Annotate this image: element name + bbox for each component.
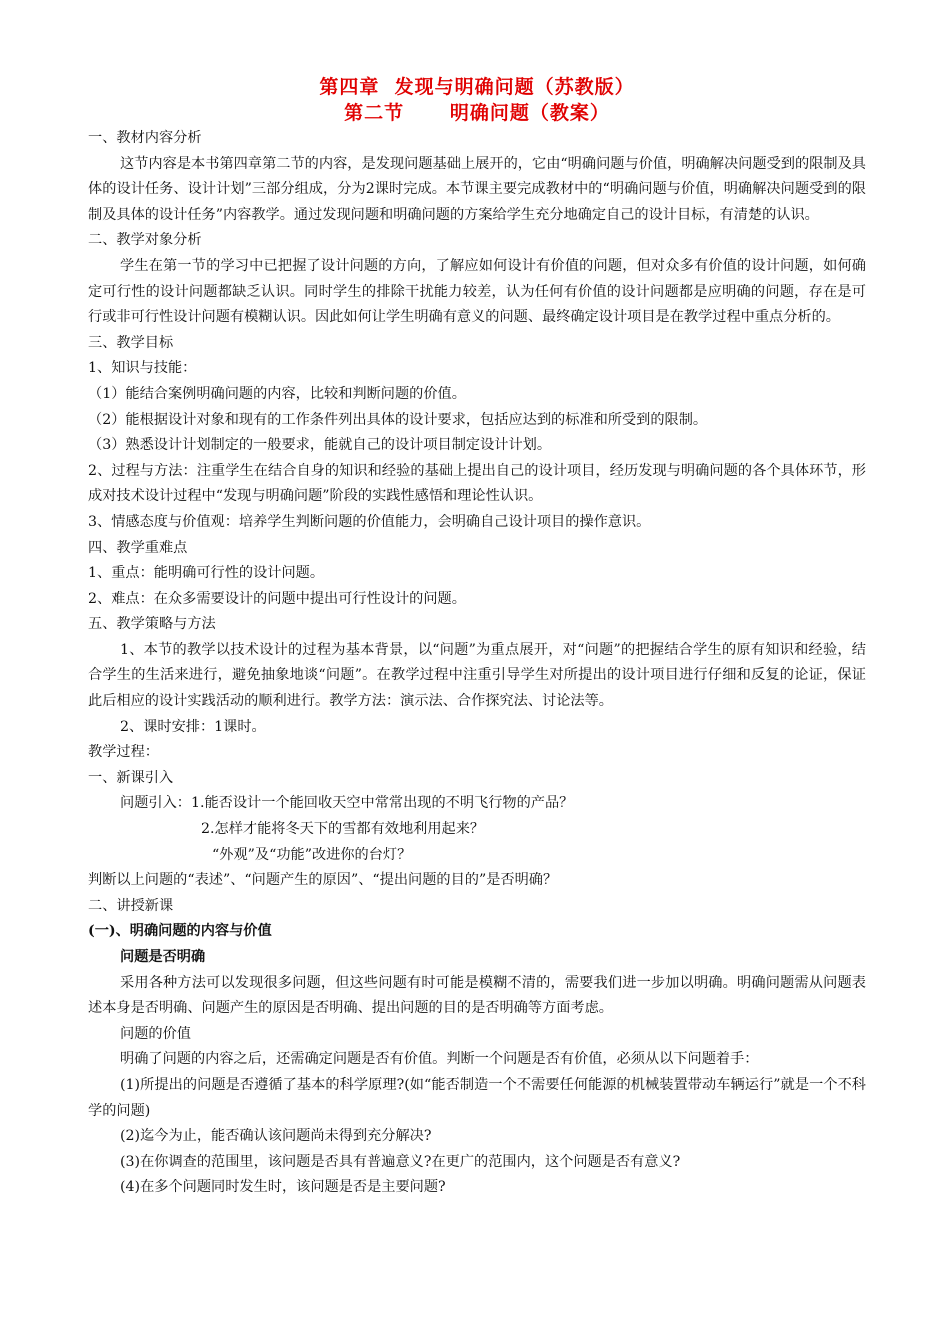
- paragraph-textbook-analysis: 这节内容是本书第四章第二节的内容，是发现问题基础上展开的，它由“明确问题与价值，明确解决问题受到的限制及具体的设计任务、设计计划”三部分组成，分为2课时完成。本节课主要完成教材中的“明确问题与价值，明确解决问题受到的限制及具体的设计任务”内容教学。通过发现问题和明确问题的方案给学生充分地确定自己的设计目标，有清楚的认识。: [88, 155, 866, 223]
- heading-teaching-process: 教学过程：: [88, 744, 159, 761]
- paragraph-schedule: 2、课时安排：1课时。: [120, 718, 266, 735]
- section-title: 第二节 明确问题（教案）: [344, 102, 610, 124]
- value-criterion: (1)所提出的问题是否遵循了基本的科学原理?(如“能否制造一个不需要任何能源的机械装置带动车辆运行”就是一个不科学的问题): [88, 1076, 866, 1119]
- subheading-problem-content-value: (一)、明确问题的内容与价值: [88, 923, 272, 940]
- subheading-problem-clear: 问题是否明确: [120, 949, 206, 965]
- heading-new-lesson: 二、讲授新课: [88, 897, 174, 914]
- document-page: [88, 74, 866, 1201]
- goal-item: （3）熟悉设计计划制定的一般要求，能就自己的设计项目制定设计计划。: [88, 437, 552, 454]
- value-criterion: (2)迄今为止，能否确认该问题尚未得到充分解决?: [120, 1128, 432, 1145]
- value-criterion: (3)在你调查的范围里，该问题是否具有普遍意义?在更广的范围内，这个问题是否有意义?: [120, 1153, 681, 1170]
- value-criterion: (4)在多个问题同时发生时，该问题是否是主要问题?: [120, 1179, 446, 1196]
- goal-item: （2）能根据设计对象和现有的工作条件列出具体的设计要求，包括应达到的标准和所受到的限制。: [88, 411, 708, 428]
- paragraph-strategy: 1、本节的教学以技术设计的过程为基本背景，以“问题”为重点展开，对“问题”的把握结合学生的原有知识和经验，结合学生的生活来进行，避免抽象地谈“问题”。在教学过程中注重引导学生对所提出的设计项目进行仔细和反复的论证，保证此后相应的设计实践活动的顺利进行。教学方法：演示法、合作探究法、讨论法等。: [88, 641, 866, 710]
- difficult-point: 2、难点：在众多需要设计的问题中提出可行性设计的问题。: [88, 590, 466, 607]
- chapter-title: 第四章 发现与明确问题（苏教版）: [319, 76, 635, 98]
- intro-question-2: 2.怎样才能将冬天下的雪都有效地利用起来？: [201, 821, 485, 838]
- subheading-problem-value: 问题的价值: [120, 1025, 191, 1042]
- intro-question-1: 问题引入：1.能否设计一个能回收天空中常常出现的不明飞行物的产品？: [120, 795, 574, 812]
- paragraph-problem-clear: 采用各种方法可以发现很多问题，但这些问题有时可能是模糊不清的，需要我们进一步加以明确。明确问题需从问题表述本身是否明确、问题产生的原因是否明确、提出问题的目的是否明确等方面考虑。: [88, 974, 866, 1017]
- heading-key-difficult-points: 四、教学重难点: [88, 539, 188, 556]
- heading-student-analysis: 二、教学对象分析: [88, 232, 202, 249]
- heading-textbook-analysis: 一、教材内容分析: [88, 130, 202, 146]
- goal-process-method: 2、过程与方法：注重学生在结合自身的知识和经验的基础上提出自己的设计项目，经历发现与明确问题的各个具体环节，形成对技术设计过程中“发现与明确问题”阶段的实践性感悟和理论性认识。: [88, 462, 866, 505]
- heading-strategy-method: 五、教学策略与方法: [88, 616, 216, 633]
- paragraph-problem-value: 明确了问题的内容之后，还需确定问题是否有价值。判断一个问题是否有价值，必须从以下问题着手：: [120, 1051, 759, 1068]
- intro-judge-question: 判断以上问题的“表述”、“问题产生的原因”、“提出问题的目的”是否明确？: [88, 872, 558, 889]
- key-point: 1、重点：能明确可行性的设计问题。: [88, 565, 325, 582]
- paragraph-student-analysis: 学生在第一节的学习中已把握了设计问题的方向，了解应如何设计有价值的问题，但对众多有价值的设计问题，如何确定可行性的设计问题都缺乏认识。同时学生的排除干扰能力较差，认为任何有价值的设计问题都是应明确的问题，存在是可行或非可行性设计问题有模糊认识。因此如何让学生明确有意义的问题、最终确定设计项目是在教学过程中重点分析的。: [88, 257, 866, 326]
- intro-question-3: “外观”及“功能”改进你的台灯？: [212, 846, 412, 863]
- goal-item: （1）能结合案例明确问题的内容，比较和判断问题的价值。: [88, 385, 466, 402]
- heading-new-lesson-intro: 一、新课引入: [88, 769, 174, 786]
- heading-teaching-goals: 三、教学目标: [88, 334, 174, 351]
- goal-attitude-values: 3、情感态度与价值观：培养学生判断问题的价值能力，会明确自己设计项目的操作意识。: [88, 513, 651, 530]
- goal-knowledge-skills: 1、知识与技能：: [88, 360, 197, 377]
